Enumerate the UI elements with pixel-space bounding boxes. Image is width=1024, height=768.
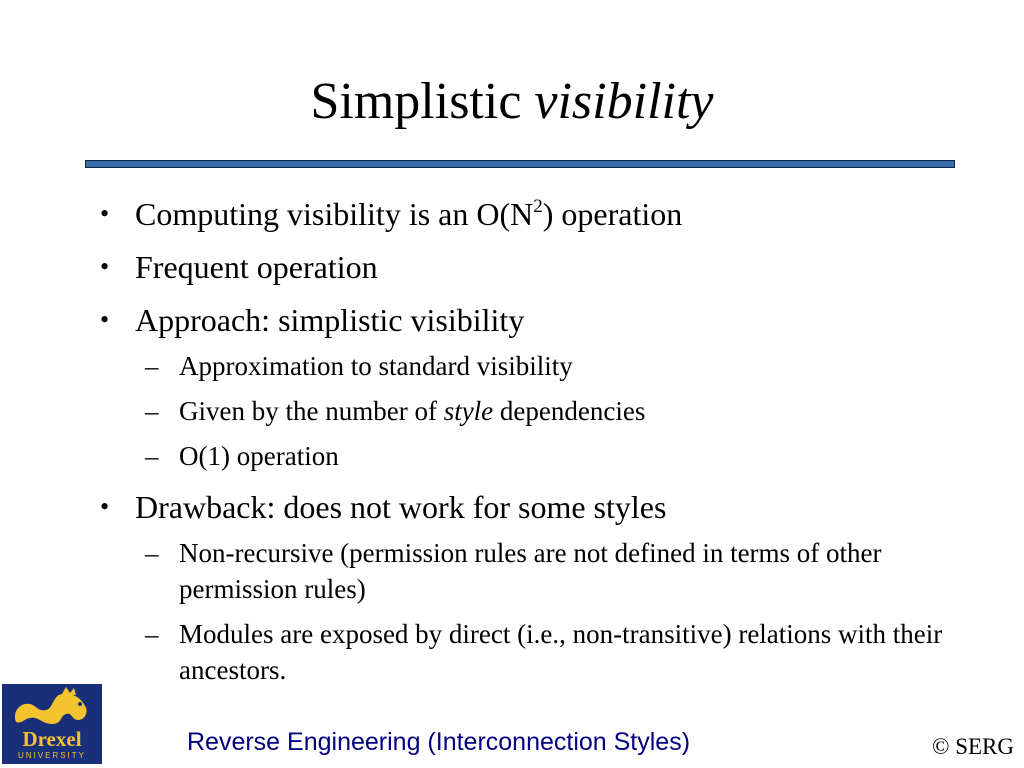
sub-list xyxy=(100,348,980,474)
slide-body xyxy=(100,195,980,702)
dash-marker: – xyxy=(145,619,159,649)
sub-bullet-item xyxy=(100,348,980,384)
bullet-text: Approach: simplistic visibility xyxy=(135,302,525,338)
title-plain: Simplistic xyxy=(310,73,535,130)
sub-bullet-text: Non-recursive (permission rules are not defined in terms of other permission rules) xyxy=(179,538,882,604)
bullet-item xyxy=(100,195,980,233)
sub-bullet-item xyxy=(100,438,980,474)
bullet-text-suffix: ) operation xyxy=(542,196,683,232)
dash-marker: – xyxy=(145,351,159,381)
bullet-text: Drawback: does not work for some styles xyxy=(135,489,667,525)
bullet-marker: • xyxy=(100,492,110,521)
dash-marker: – xyxy=(145,538,159,568)
bullet-item xyxy=(100,248,980,286)
bullet-text: Frequent operation xyxy=(135,249,378,285)
footer-copyright: © SERG xyxy=(931,734,1014,759)
footer-title: Reverse Engineering (Interconnection Styles) xyxy=(187,728,691,756)
dragon-icon xyxy=(2,684,102,730)
bullet-marker: • xyxy=(100,199,110,228)
sub-bullet-text: Given by the number of xyxy=(179,396,444,426)
bullet-text: Computing visibility is an O(N xyxy=(135,196,534,232)
emphasis-text: style xyxy=(443,396,494,426)
bullet-marker: • xyxy=(100,252,110,281)
sub-bullet-text: Approximation to standard visibility xyxy=(179,351,573,381)
sub-bullet-item xyxy=(100,535,980,607)
logo-subtext: UNIVERSITY xyxy=(17,751,86,760)
logo-text: Drexel xyxy=(22,727,82,751)
sub-list xyxy=(100,535,980,688)
sub-bullet-text: Modules are exposed by direct (i.e., non-transitive) relations with their ancestors. xyxy=(179,619,943,685)
dash-marker: – xyxy=(145,441,159,471)
slide-title xyxy=(0,70,1024,134)
bullet-marker: • xyxy=(100,305,110,334)
drexel-logo xyxy=(2,684,102,764)
sub-bullet-item xyxy=(100,393,980,429)
title-divider xyxy=(85,160,955,168)
sub-bullet-text-suffix: dependencies xyxy=(493,396,646,426)
title-italic: visibility xyxy=(534,73,714,130)
bullet-item xyxy=(100,488,980,526)
dash-marker: – xyxy=(145,396,159,426)
sub-bullet-item xyxy=(100,616,980,688)
superscript: 2 xyxy=(533,196,543,217)
bullet-item xyxy=(100,301,980,339)
sub-bullet-text: O(1) operation xyxy=(179,441,339,471)
